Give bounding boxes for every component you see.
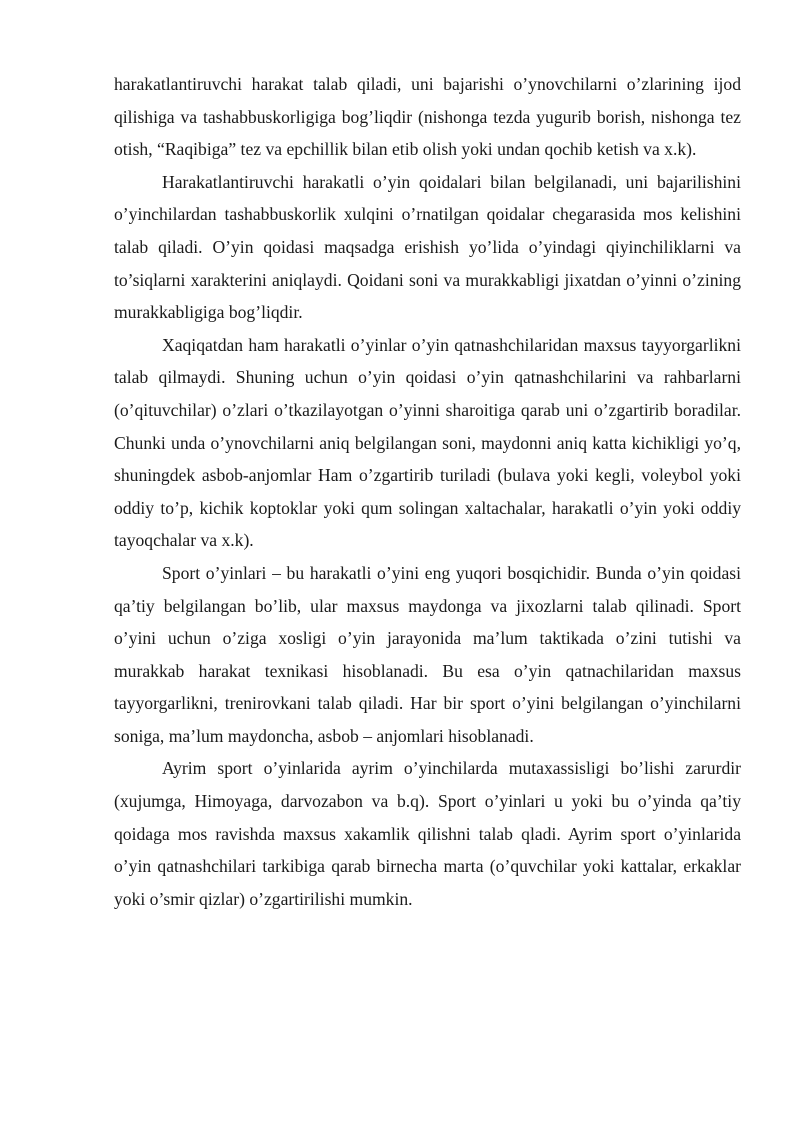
- paragraph-no-special-training: Xaqiqatdan ham harakatli o’yinlar o’yin qatnashchilaridan maxsus tayyorgarlikni talab qilmaydi. Shuning uchun o’yin qoidasi o’yin qatnashchilarini va rahbarlarni (o’qituvchilar) o’zlari o’tkazilayotgan o’yinni sharoitiga qarab uni o’zgartirib boradilar. Chunki unda o’ynovchilarni aniq belgilangan soni, maydonni aniq katta kichikligi yo’q, shuningdek asbob-anjomlar Ham o’zgartirib turiladi (bulava yoki kegli, voleybol yoki oddiy to’p, kichik koptoklar yoki qum solingan xaltachalar, harakatli o’yin yoki oddiy tayoqchalar va x.k).: [114, 334, 741, 551]
- paragraph-sport-games: Sport o’yinlari – bu harakatli o’yini eng yuqori bosqichidir. Bunda o’yin qoidasi qa’tiy belgilangan bo’lib, ular maxsus maydonga va jixozlarni talab qilinadi. Sport o’yini uchun o’ziga xosligi o’yin jarayonida ma’lum taktikada o’zini tutishi va murakkab harakat texnikasi hisoblanadi. Bu esa o’yin qatnachilaridan maxsus tayyorgarlikni, trenirovkani talab qiladi. Har bir sport o’yini belgilangan o’yinchilarni soniga, ma’lum maydoncha, asbob – anjomlari hisoblanadi.: [114, 562, 741, 746]
- paragraph-player-specialization: Ayrim sport o’yinlarida ayrim o’yinchilarda mutaxassisligi bo’lishi zarurdir (xujumga, Himoyaga, darvozabon va b.q). Sport o’yinlari u yoki bu o’yinda qa’tiy qoidaga mos ravishda maxsus xakamlik qilishni talab qladi. Ayrim sport o’yinlarida o’yin qatnashchilari tarkibiga qarab birnecha marta (o’quvchilar yoki kattalar, erkaklar yoki o’smir qizlar) o’zgartirilishi mumkin.: [114, 758, 741, 909]
- paragraph-movement-rules: Harakatlantiruvchi harakatli o’yin qoidalari bilan belgilanadi, uni bajarilishini o’yinchilardan tashabbuskorlik xulqini o’rnatilgan qoidalar chegarasida mos kelishini talab qiladi. O’yin qoidasi maqsadga erishish yo’lida o’yindagi qiyinchiliklarni va to’siqlarni xarakterini aniqlaydi. Qoidani soni va murakkabligi jixatdan o’yinni o’zining murakkabligiga bog’liqdir.: [114, 171, 741, 323]
- paragraph-continuation: harakatlantiruvchi harakat talab qiladi, uni bajarishi o’ynovchilarni o’zlarining ijod qilishiga va tashabbuskorligiga bog’liqdir (nishonga tezda yugurib borish, nishonga tez otish, “Raqibiga” tez va epchillik bilan etib olish yoki undan qochib ketish va x.k).: [114, 74, 741, 160]
- document-page: [114, 68, 741, 915]
